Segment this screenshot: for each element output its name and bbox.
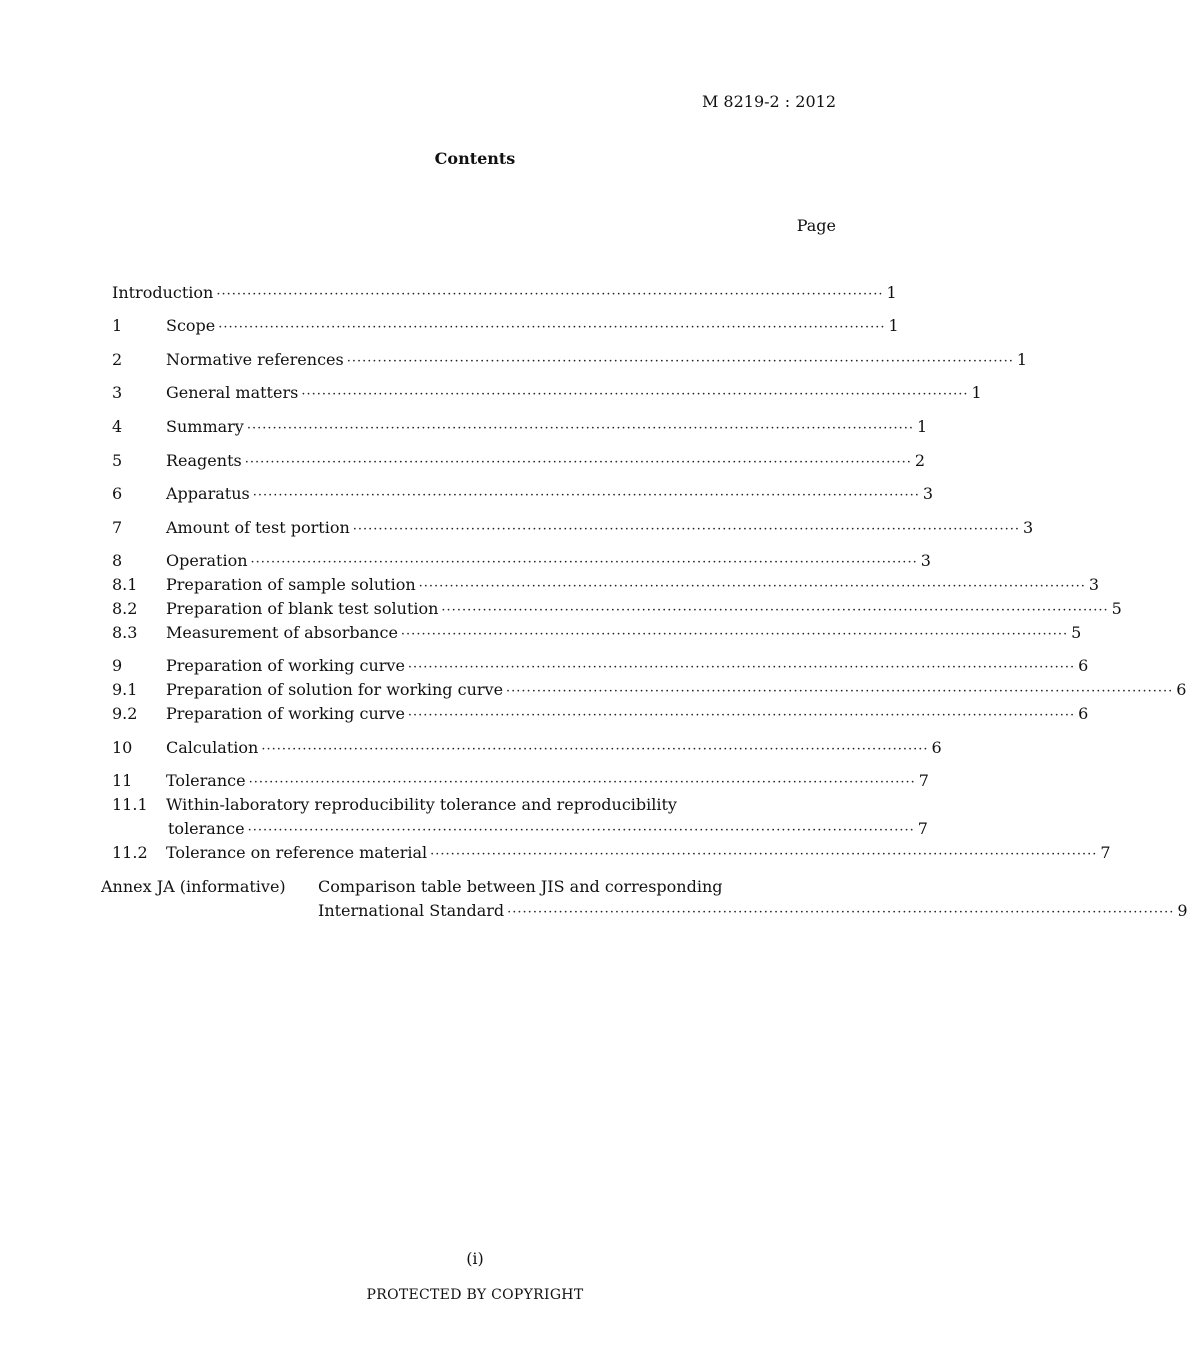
toc-entry-number: 1 [112, 316, 123, 335]
toc-entry-page: 7 [1100, 843, 1111, 862]
toc-entry-page: 5 [1111, 599, 1122, 618]
toc-entry-page: 1 [888, 316, 899, 335]
toc-entry-page: 1 [917, 417, 928, 436]
toc-entry-page: 7 [917, 819, 928, 838]
toc-entry-number: 9 [112, 656, 123, 675]
toc-entry-page: 3 [922, 484, 934, 503]
toc-entry-8-3[interactable] [112, 623, 1082, 643]
dot-leader: ·································································································································· [506, 684, 1174, 699]
toc-entry-number: 9.1 [112, 680, 138, 699]
toc-entry-number: 4 [112, 417, 123, 436]
toc-entry-page: 2 [914, 451, 926, 470]
toc-entry-number: 6 [112, 484, 123, 503]
toc-entry-10[interactable] [112, 738, 942, 758]
toc-entry-text: Apparatus [166, 484, 250, 503]
toc-entry-page: 1 [1016, 350, 1028, 369]
toc-entry-number: 5 [112, 451, 123, 470]
toc-entry-page: 9 [1177, 901, 1188, 920]
toc-entry-text: Normative references [166, 350, 344, 369]
toc-entry-8-1[interactable] [112, 575, 1100, 595]
toc-entry-page: 6 [1078, 656, 1089, 675]
toc-entry-text: Amount of test portion [166, 518, 350, 537]
toc-entry-annex-ja[interactable] [101, 877, 818, 897]
dot-leader: ·································································································································· [430, 847, 1098, 862]
toc-entry-9-2[interactable] [112, 704, 1089, 724]
dot-leader: ·································································································································· [261, 742, 929, 757]
toc-entry-page: 6 [1078, 704, 1089, 723]
toc-entry-text: Reagents [166, 451, 242, 470]
dot-leader: ·································································································································· [418, 579, 1086, 594]
toc-entry-page: 1 [886, 283, 897, 302]
toc-entry-number: 8 [112, 551, 123, 570]
toc-entry-number: 10 [112, 738, 133, 757]
dot-leader: ·································································································································· [301, 387, 969, 402]
toc-entry-number: 11 [112, 771, 133, 790]
dot-leader: ·································································································································· [216, 287, 884, 302]
dot-leader: ·································································································································· [252, 488, 920, 503]
toc-entry-page: 5 [1071, 623, 1082, 642]
toc-entry-page: 1 [971, 383, 982, 402]
toc-entry-7[interactable] [112, 518, 1034, 538]
toc-entry-text: Preparation of working curve [166, 704, 405, 723]
toc-entry-number: 8.3 [112, 623, 138, 642]
toc-entry-page: 6 [1176, 680, 1187, 699]
toc-entry-3[interactable] [112, 383, 982, 403]
toc-entry-11-1-continuation[interactable] [168, 819, 928, 839]
dot-leader: ·································································································································· [407, 660, 1076, 675]
toc-entry-number: 7 [112, 518, 123, 537]
toc-entry-6[interactable] [112, 484, 934, 504]
toc-entry-5[interactable] [112, 451, 926, 471]
toc-entry-text: Tolerance [166, 771, 246, 790]
toc-entry-2[interactable] [112, 350, 1028, 370]
dot-leader: ·································································································································· [507, 905, 1175, 920]
page-title: Contents [434, 149, 516, 168]
dot-leader: ·································································································································· [246, 421, 915, 436]
dot-leader: ·································································································································· [218, 320, 886, 335]
toc-entry-page: 3 [920, 551, 931, 570]
toc-entry-text: General matters [166, 383, 299, 402]
page-folio: (i) [466, 1249, 484, 1268]
dot-leader: ·································································································································· [407, 708, 1076, 723]
dot-leader: ·································································································································· [244, 455, 912, 470]
toc-entry-text: Preparation of working curve [166, 656, 405, 675]
toc-entry-introduction[interactable] [112, 283, 897, 303]
toc-entry-number: 2 [112, 350, 123, 369]
dot-leader: ·································································································································· [346, 354, 1014, 369]
toc-entry-text: Operation [166, 551, 248, 570]
toc-entry-9-1[interactable] [112, 680, 1187, 700]
toc-entry-text: Comparison table between JIS and corresponding [318, 877, 723, 896]
toc-entry-9[interactable] [112, 656, 1089, 676]
toc-entry-11[interactable] [112, 771, 929, 791]
toc-entry-number: 3 [112, 383, 123, 402]
document-id: M 8219-2 : 2012 [701, 92, 836, 111]
dot-leader: ·································································································································· [250, 555, 918, 570]
toc-entry-text-continued: International Standard [318, 901, 505, 920]
dot-leader: ·································································································································· [248, 775, 916, 790]
toc-entry-page: 7 [918, 771, 929, 790]
toc-entry-text: Preparation of sample solution [166, 575, 416, 594]
annex-label: Annex JA (informative) [101, 877, 286, 896]
dot-leader: ·································································································································· [441, 603, 1109, 618]
toc-entry-number: 11.2 [112, 843, 148, 862]
page-column-label: Page [796, 216, 836, 235]
toc-entry-text: Calculation [166, 738, 259, 757]
toc-entry-number: 9.2 [112, 704, 138, 723]
toc-entry-text: Preparation of solution for working curve [166, 680, 504, 699]
toc-entry-text: Scope [166, 316, 216, 335]
toc-entry-number: 11.1 [112, 795, 148, 814]
toc-entry-text: Measurement of absorbance [166, 623, 398, 642]
toc-entry-1[interactable] [112, 316, 899, 336]
toc-entry-page: 6 [931, 738, 942, 757]
toc-entry-11-1[interactable] [112, 795, 818, 815]
toc-entry-page: 3 [1088, 575, 1100, 594]
toc-entry-text-continued: tolerance [168, 819, 245, 838]
toc-entry-text: Introduction [112, 283, 214, 302]
toc-entry-11-2[interactable] [112, 843, 1111, 863]
toc-entry-text: Summary [166, 417, 244, 436]
toc-entry-8[interactable] [112, 551, 931, 571]
toc-entry-page: 3 [1022, 518, 1034, 537]
toc-entry-text: Within-laboratory reproducibility tolerance and reproducibility [166, 795, 677, 814]
dot-leader: ·································································································································· [247, 823, 915, 838]
copyright-notice: PROTECTED BY COPYRIGHT [366, 1287, 584, 1303]
toc-entry-number: 8.2 [112, 599, 138, 618]
toc-entry-annex-ja-continuation[interactable] [318, 901, 1188, 921]
toc-entry-4[interactable] [112, 417, 928, 437]
dot-leader: ·································································································································· [400, 627, 1069, 642]
dot-leader: ·································································································································· [352, 522, 1020, 537]
toc-entry-text: Tolerance on reference material [166, 843, 428, 862]
toc-entry-number: 8.1 [112, 575, 138, 594]
toc-entry-8-2[interactable] [112, 599, 1122, 619]
toc-entry-text: Preparation of blank test solution [166, 599, 439, 618]
